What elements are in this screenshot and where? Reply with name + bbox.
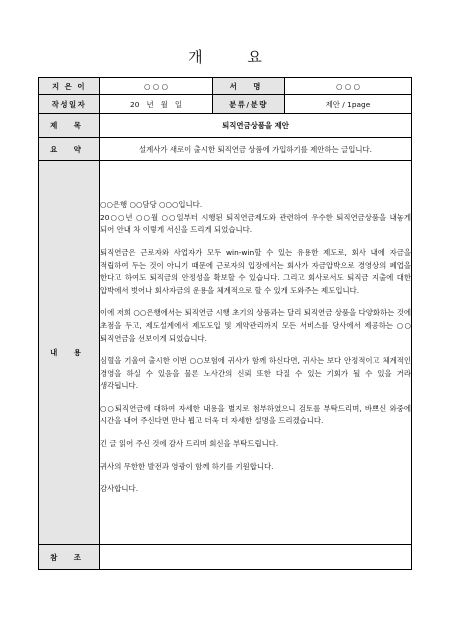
category-value: 제안 / 1page xyxy=(285,95,412,114)
date-label: 작성일자 xyxy=(39,95,100,114)
content-paragraph: 감사합니다. xyxy=(100,484,139,494)
summary-row xyxy=(39,138,412,161)
reference-label: 참 조 xyxy=(39,545,100,570)
content-row xyxy=(39,161,412,545)
content-paragraph: 이에 저희 ○○은행에서는 퇴직연금 시행 초기의 상품과는 달리 퇴직연금 상품을 다양화하는 것에 초점을 두고, 제도설계에서 제도도입 및 계약관리까지 모든 서비스를 당사에서 제공하는 ○○퇴직연금을 선보이게 되었습니다. xyxy=(100,308,411,343)
summary-label: 요 약 xyxy=(39,138,100,161)
content-paragraph: 긴 글 읽어 주신 것에 감사 드리며 회신을 부탁드립니다. xyxy=(100,439,279,449)
summary-value: 설계사가 새로이 출시한 퇴직연금 상품에 가입하기를 제안하는 글입니다. xyxy=(100,138,412,161)
date-row xyxy=(39,95,412,114)
author-label: 지 은 이 xyxy=(39,78,100,95)
document-title: 개 요 xyxy=(188,48,282,66)
content-paragraph: ○○은행 ○○담당 ○○○입니다. 20○○년 ○○월 ○○일부터 시행된 퇴직연금제도와 관련하여 우수한 퇴직연금상품을 내놓게 되어 안내 차 이렇게 서신을 드리게 되었습니다. xyxy=(100,200,411,235)
signature-label: 서 명 xyxy=(213,78,285,95)
content-label: 내 용 xyxy=(39,161,100,545)
subject-value: 퇴직연금상품을 제안 xyxy=(100,114,412,138)
subject-label: 제 목 xyxy=(39,114,100,138)
date-value: 20 년 월 일 xyxy=(100,95,213,114)
category-label: 분류/분량 xyxy=(213,95,285,114)
reference-row xyxy=(39,545,412,570)
content-paragraph: 귀사의 무한한 발전과 영광이 함께 하기를 기원합니다. xyxy=(100,461,274,471)
content-paragraph: 심혈을 기울여 출시한 이번 ○○보험에 귀사가 함께 하신다면, 귀사는 보다 안정적이고 체계적인 경영을 하실 수 있음을 물론 노사간의 신뢰 또한 다질 수 있는 기회가 될 수 있을 거라 생각됩니다. xyxy=(100,356,411,391)
summary-form-table xyxy=(38,77,412,570)
signature-value: ○ ○ ○ xyxy=(285,78,412,95)
content-body xyxy=(100,161,412,545)
content-paragraph: ○○퇴직연금에 대하여 자세한 내용을 별지로 첨부하였으니 검토를 부탁드리며, 바쁘신 와중에 시간을 내어 주신다면 만나 뵙고 더욱 더 자세한 설명을 드리겠습니다. xyxy=(100,403,411,426)
author-row xyxy=(39,78,412,95)
author-value: ○ ○ ○ xyxy=(100,78,213,95)
reference-value xyxy=(100,545,412,570)
subject-row xyxy=(39,114,412,138)
content-paragraph: 퇴직연금은 근로자와 사업자가 모두 win-win할 수 있는 유용한 제도로, 회사 내에 자금을 적립하여 두는 것이 아니기 때문에 근로자의 입장에서는 회사가 자금압박으로 경영상의 폐업을 한다고 하여도 퇴직금의 안정성을 확보할 수 있습니다. 그리고 회사로서도 퇴직금 지출에 대한 압박에서 벗어나 회사자금의 운용을 체계적으로 할 수 있게 도와주는 제도입니다. xyxy=(100,247,411,295)
